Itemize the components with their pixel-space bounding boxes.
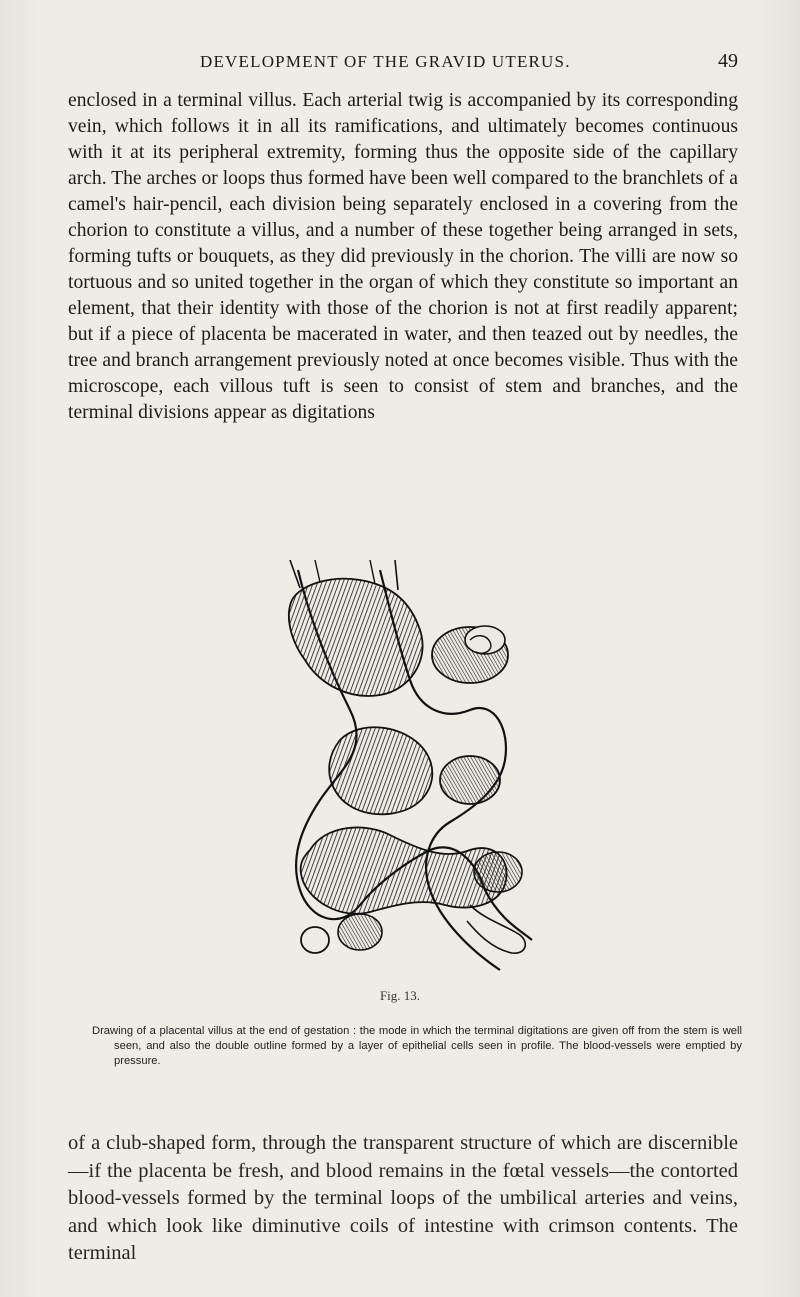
running-head: DEVELOPMENT OF THE GRAVID UTERUS.: [200, 52, 571, 71]
figure-label: Fig. 13.: [379, 988, 421, 1003]
body-paragraph-2: of a club-shaped form, through the transparent structure of which are discernible—if the placenta be fresh, and blood remains in the fœtal vessels—the contorted blood-vessels formed by the terminal loops of the umbilical arteries and veins, and which look like diminutive coils of intestine with crimson contents. The terminal: [68, 1132, 738, 1264]
villus-drawing: [270, 560, 540, 980]
body-paragraph-1: enclosed in a terminal villus. Each arterial twig is accompanied by its corresponding vein, which follows it in all its ramifications, and ultimately becomes continuous with it at its peripheral extremity, forming thus the opposite side of the capillary arch. The arches or loops thus formed have been well compared to the branchlets of a camel's hair-pencil, each division being separately enclosed in a covering from the chorion to constitute a villus, and a number of these together being arranged in sets, forming tufts or bouquets, as they did previously in the chorion. The villi are now so tortuous and so united together in the organ of which they constitute so important an element, that their identity with those of the chorion is not at first readily apparent; but if a piece of placenta be macerated in water, and then teazed out by needles, the tree and branch arrangement previously noted at once becomes visible. Thus with the microscope, each villous tuft is seen to consist of stem and branches, and the terminal divisions appear as digitations: [68, 90, 738, 423]
figure-caption: Drawing of a placental villus at the end of gestation : the mode in which the terminal digitations are given off from the stem is well seen, and also the double outline formed by a layer of epithelial cells seen in profile. The blood-vessels were emptied by pressure.: [92, 1025, 742, 1067]
placental-villus-illustration: [270, 560, 540, 980]
page-number: 49: [718, 50, 738, 72]
page-header: [68, 52, 738, 76]
